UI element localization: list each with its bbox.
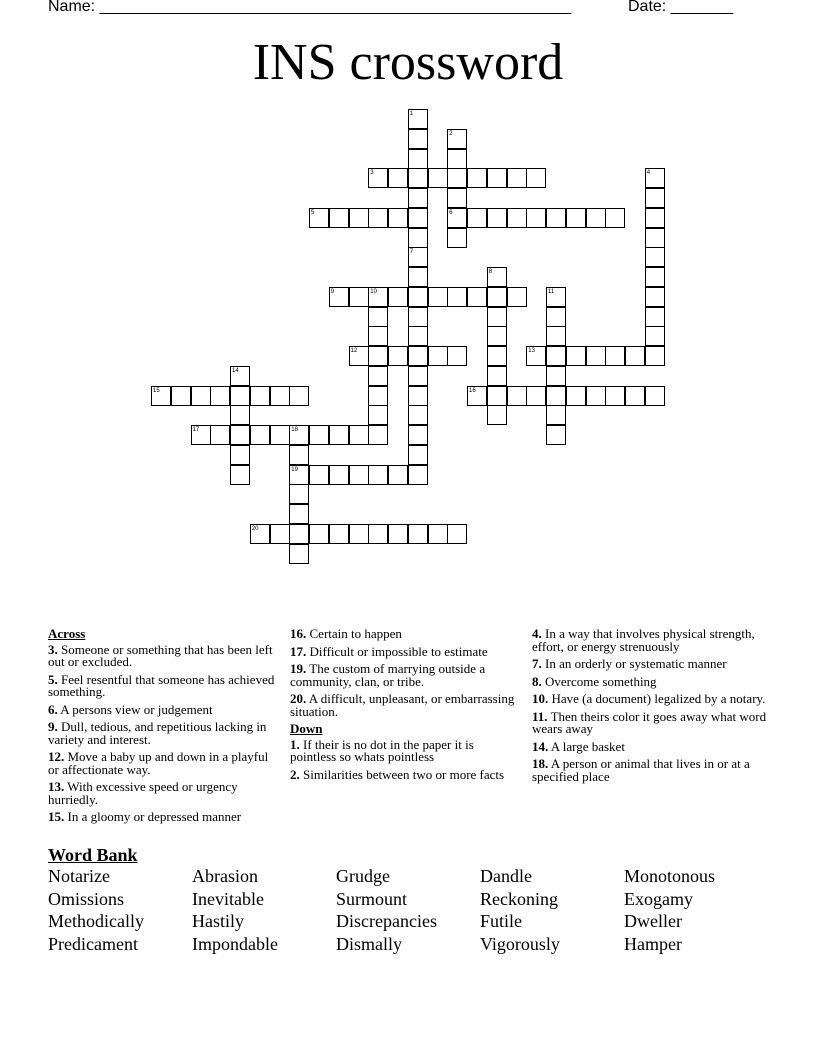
grid-cell[interactable] xyxy=(487,287,507,307)
clue-number: 6 xyxy=(449,209,453,216)
clue-number: 1 xyxy=(409,111,414,117)
grid-cell[interactable] xyxy=(368,425,388,445)
clue-number: 9 xyxy=(330,288,335,295)
grid-cell[interactable] xyxy=(447,129,467,149)
word-bank-item: Omissions xyxy=(48,889,125,909)
clue-number: 18 xyxy=(291,427,298,433)
grid-cell[interactable] xyxy=(349,465,369,485)
grid-cell[interactable] xyxy=(566,208,586,228)
grid-cell[interactable] xyxy=(151,386,171,406)
grid-cell[interactable] xyxy=(645,208,665,228)
grid-cell[interactable] xyxy=(408,109,428,129)
grid-cell[interactable] xyxy=(408,287,428,307)
grid-cell[interactable] xyxy=(210,386,230,406)
grid-cell[interactable] xyxy=(645,287,665,307)
grid-cell[interactable] xyxy=(645,228,665,248)
grid-cell[interactable] xyxy=(526,168,546,188)
word-bank-item: Hastily xyxy=(192,911,244,931)
word-bank-item: Reckoning xyxy=(480,889,558,909)
grid-cell[interactable] xyxy=(270,524,290,544)
across-heading: Across xyxy=(48,626,86,641)
grid-cell[interactable] xyxy=(408,247,428,267)
grid-cell[interactable] xyxy=(447,287,467,307)
across-clue: 3. Someone or something that has been left out or excluded. xyxy=(48,641,273,669)
grid-cell[interactable] xyxy=(447,346,467,366)
grid-cell[interactable] xyxy=(645,168,665,188)
grid-cell[interactable] xyxy=(408,307,428,327)
grid-cell[interactable] xyxy=(349,346,369,366)
grid-cell[interactable] xyxy=(487,307,507,327)
grid-cell[interactable] xyxy=(546,366,566,386)
across-clue: 16. Certain to happen xyxy=(290,626,402,641)
grid-cell[interactable] xyxy=(210,425,230,445)
grid-cell[interactable] xyxy=(368,524,388,544)
grid-cell[interactable] xyxy=(408,366,428,386)
grid-cell[interactable] xyxy=(586,386,606,406)
down-clue: 8. Overcome something xyxy=(532,673,657,689)
grid-cell[interactable] xyxy=(546,425,566,445)
grid-cell[interactable] xyxy=(408,386,428,406)
grid-cell[interactable] xyxy=(605,386,625,406)
down-clue: 7. In an orderly or systematic manner xyxy=(532,656,727,671)
word-bank-item: Futile xyxy=(480,911,523,931)
grid-cell[interactable] xyxy=(408,524,428,544)
clue-number: 20 xyxy=(251,525,259,532)
across-clue: 17. Difficult or impossible to estimate xyxy=(290,643,488,659)
word-bank-item: Exogamy xyxy=(624,889,693,909)
grid-cell[interactable] xyxy=(507,386,527,406)
grid-cell[interactable] xyxy=(487,326,507,346)
grid-cell[interactable] xyxy=(645,386,665,406)
word-bank-item: Predicament xyxy=(48,934,138,954)
grid-cell[interactable] xyxy=(546,208,566,228)
grid-cell[interactable] xyxy=(368,208,388,228)
grid-cell[interactable] xyxy=(546,307,566,327)
grid-cell[interactable] xyxy=(289,425,309,445)
grid-cell[interactable] xyxy=(368,346,388,366)
down-clue: 2. Similarities between two or more facts xyxy=(290,766,505,782)
across-clue: 13. With excessive speed or urgency hurriedly. xyxy=(48,779,238,807)
word-bank-item: Dandle xyxy=(480,866,532,886)
grid-cell[interactable] xyxy=(487,168,507,188)
word-bank-item: Notarize xyxy=(48,866,110,886)
grid-cell[interactable] xyxy=(309,208,329,228)
grid-cell[interactable] xyxy=(368,326,388,346)
grid-cell[interactable] xyxy=(250,524,270,544)
grid-cell[interactable] xyxy=(408,346,428,366)
clue-number: 3 xyxy=(370,170,374,177)
down-clue: 11. Then theirs color it goes away what word wears away xyxy=(532,708,767,736)
grid-cell[interactable] xyxy=(625,386,645,406)
clue-number: 13 xyxy=(528,348,535,354)
grid-cell[interactable] xyxy=(566,386,586,406)
grid-cell[interactable] xyxy=(329,287,349,307)
word-bank-item: Dismally xyxy=(336,934,402,954)
word-bank-title: Word Bank xyxy=(48,845,138,865)
grid-cell[interactable] xyxy=(329,208,349,228)
grid-cell[interactable] xyxy=(309,425,329,445)
name-field-line[interactable]: Name: _____________________________________________________ xyxy=(48,0,572,15)
grid-cell[interactable] xyxy=(289,445,309,465)
grid-cell[interactable] xyxy=(230,405,250,425)
grid-cell[interactable] xyxy=(645,247,665,267)
grid-cell[interactable] xyxy=(171,386,191,406)
grid-cell[interactable] xyxy=(447,228,467,248)
grid-cell[interactable] xyxy=(368,465,388,485)
clue-number: 11 xyxy=(548,288,555,295)
grid-cell[interactable] xyxy=(368,405,388,425)
down-clue: 10. Have (a document) legalized by a notary. xyxy=(532,691,766,706)
grid-cell[interactable] xyxy=(368,366,388,386)
across-clue: 12. Move a baby up and down in a playful or affectionate way. xyxy=(48,749,269,777)
down-clue: 4. In a way that involves physical strength, effort, or energy strenuously xyxy=(532,626,755,654)
grid-cell[interactable] xyxy=(408,445,428,465)
grid-cell[interactable] xyxy=(329,425,349,445)
grid-cell[interactable] xyxy=(289,484,309,504)
grid-cell[interactable] xyxy=(408,129,428,149)
across-clue: 19. The custom of marrying outside a community, clan, or tribe. xyxy=(290,661,486,689)
grid-cell[interactable] xyxy=(487,386,507,406)
grid-cell[interactable] xyxy=(368,287,388,307)
across-clue: 5. Feel resentful that someone has achieved something. xyxy=(48,671,275,699)
grid-cell[interactable] xyxy=(487,346,507,366)
word-bank-item: Methodically xyxy=(48,911,144,931)
grid-cell[interactable] xyxy=(388,346,408,366)
grid-cell[interactable] xyxy=(605,208,625,228)
grid-cell[interactable] xyxy=(368,168,388,188)
grid-cell[interactable] xyxy=(546,326,566,346)
grid-cell[interactable] xyxy=(447,524,467,544)
down-clue: 1. If their is no dot in the paper it is pointless so whats pointless xyxy=(290,736,474,764)
grid-cell[interactable] xyxy=(388,465,408,485)
grid-cell[interactable] xyxy=(447,188,467,208)
word-bank-item: Hamper xyxy=(624,934,682,954)
grid-cell[interactable] xyxy=(507,287,527,307)
grid-cell[interactable] xyxy=(408,405,428,425)
grid-cell[interactable] xyxy=(586,208,606,228)
grid-cell[interactable] xyxy=(270,425,290,445)
grid-cell[interactable] xyxy=(270,386,290,406)
clue-number: 16 xyxy=(469,387,476,394)
grid-cell[interactable] xyxy=(546,405,566,425)
word-bank-item: Impondable xyxy=(192,934,278,954)
grid-cell[interactable] xyxy=(467,168,487,188)
grid-cell[interactable] xyxy=(388,524,408,544)
grid-cell[interactable] xyxy=(408,465,428,485)
grid-cell[interactable] xyxy=(230,445,250,465)
grid-cell[interactable] xyxy=(546,346,566,366)
clue-number: 17 xyxy=(192,427,200,433)
grid-cell[interactable] xyxy=(408,149,428,169)
grid-cell[interactable] xyxy=(349,524,369,544)
clue-number: 7 xyxy=(409,249,414,256)
grid-cell[interactable] xyxy=(467,386,487,406)
clue-number: 19 xyxy=(291,466,298,473)
grid-cell[interactable] xyxy=(526,386,546,406)
across-clue: 6. A persons view or judgement xyxy=(48,701,213,717)
grid-cell[interactable] xyxy=(329,524,349,544)
word-bank-item: Inevitable xyxy=(192,889,264,909)
clue-number: 15 xyxy=(153,387,160,394)
grid-cell[interactable] xyxy=(487,267,507,287)
grid-cell[interactable] xyxy=(329,465,349,485)
down-clue: 18. A person or animal that lives in or at a specified place xyxy=(532,756,750,784)
down-heading: Down xyxy=(290,721,323,736)
grid-cell[interactable] xyxy=(467,208,487,228)
across-clue: 9. Dull, tedious, and repetitious lacking in variety and interest. xyxy=(48,719,267,747)
grid-cell[interactable] xyxy=(645,267,665,287)
grid-cell[interactable] xyxy=(645,307,665,327)
word-bank-item: Dweller xyxy=(624,911,682,931)
grid-cell[interactable] xyxy=(428,287,448,307)
date-field-line[interactable]: Date: _______ xyxy=(628,0,733,15)
grid-cell[interactable] xyxy=(447,149,467,169)
grid-cell[interactable] xyxy=(349,208,369,228)
word-bank-item: Monotonous xyxy=(624,866,716,886)
clue-number: 8 xyxy=(488,269,493,275)
grid-cell[interactable] xyxy=(191,425,211,445)
grid-cell[interactable] xyxy=(467,287,487,307)
grid-cell[interactable] xyxy=(349,425,369,445)
grid-cell[interactable] xyxy=(507,208,527,228)
grid-cell[interactable] xyxy=(428,168,448,188)
grid-cell[interactable] xyxy=(566,346,586,366)
grid-cell[interactable] xyxy=(526,346,546,366)
grid-cell[interactable] xyxy=(526,208,546,228)
across-clue: 20. A difficult, unpleasant, or embarrassing situation. xyxy=(290,691,515,719)
clue-number: 10 xyxy=(370,288,377,295)
grid-cell[interactable] xyxy=(408,188,428,208)
grid-cell[interactable] xyxy=(625,346,645,366)
grid-cell[interactable] xyxy=(408,168,428,188)
grid-cell[interactable] xyxy=(309,465,329,485)
grid-cell[interactable] xyxy=(408,425,428,445)
grid-cell[interactable] xyxy=(289,504,309,524)
grid-cell[interactable] xyxy=(289,465,309,485)
grid-cell[interactable] xyxy=(408,326,428,346)
grid-cell[interactable] xyxy=(230,386,250,406)
clues-column-2 xyxy=(290,628,522,786)
grid-cell[interactable] xyxy=(388,168,408,188)
grid-cell[interactable] xyxy=(586,346,606,366)
clues-column-3 xyxy=(532,628,768,788)
grid-cell[interactable] xyxy=(388,287,408,307)
word-bank-item: Discrepancies xyxy=(336,911,437,931)
grid-cell[interactable] xyxy=(447,208,467,228)
grid-cell[interactable] xyxy=(605,346,625,366)
grid-cell[interactable] xyxy=(645,346,665,366)
grid-cell[interactable] xyxy=(230,465,250,485)
clues-column-1 xyxy=(48,628,280,829)
grid-cell[interactable] xyxy=(230,425,250,445)
grid-cell[interactable] xyxy=(487,208,507,228)
grid-cell[interactable] xyxy=(408,228,428,248)
grid-cell[interactable] xyxy=(408,208,428,228)
grid-cell[interactable] xyxy=(487,405,507,425)
grid-cell[interactable] xyxy=(487,366,507,386)
grid-cell[interactable] xyxy=(447,168,467,188)
grid-cell[interactable] xyxy=(645,188,665,208)
grid-cell[interactable] xyxy=(645,326,665,346)
clue-number: 12 xyxy=(350,348,358,354)
clue-number: 14 xyxy=(232,367,239,374)
grid-cell[interactable] xyxy=(408,267,428,287)
grid-cell[interactable] xyxy=(309,524,329,544)
grid-cell[interactable] xyxy=(428,524,448,544)
down-clue: 14. A large basket xyxy=(532,738,625,754)
grid-cell[interactable] xyxy=(289,524,309,544)
page-title: INS crossword xyxy=(252,34,564,91)
grid-cell[interactable] xyxy=(368,307,388,327)
grid-cell[interactable] xyxy=(230,366,250,386)
grid-cell[interactable] xyxy=(507,168,527,188)
grid-cell[interactable] xyxy=(250,386,270,406)
across-clue: 15. In a gloomy or depressed manner xyxy=(48,809,242,824)
clue-number: 4 xyxy=(646,170,651,177)
word-bank-item: Grudge xyxy=(336,866,390,886)
grid-cell[interactable] xyxy=(546,287,566,307)
grid-cell[interactable] xyxy=(289,386,309,406)
clue-number: 5 xyxy=(311,209,315,216)
grid-cell[interactable] xyxy=(250,425,270,445)
word-bank-item: Vigorously xyxy=(480,934,560,954)
clue-number: 2 xyxy=(449,130,453,137)
grid-cell[interactable] xyxy=(191,386,211,406)
grid-cell[interactable] xyxy=(546,386,566,406)
grid-cell[interactable] xyxy=(388,208,408,228)
grid-cell[interactable] xyxy=(428,346,448,366)
grid-cell[interactable] xyxy=(368,386,388,406)
grid-cell[interactable] xyxy=(289,544,309,564)
word-bank-item: Surmount xyxy=(336,889,408,909)
grid-cell[interactable] xyxy=(349,287,369,307)
word-bank-item: Abrasion xyxy=(192,866,258,886)
